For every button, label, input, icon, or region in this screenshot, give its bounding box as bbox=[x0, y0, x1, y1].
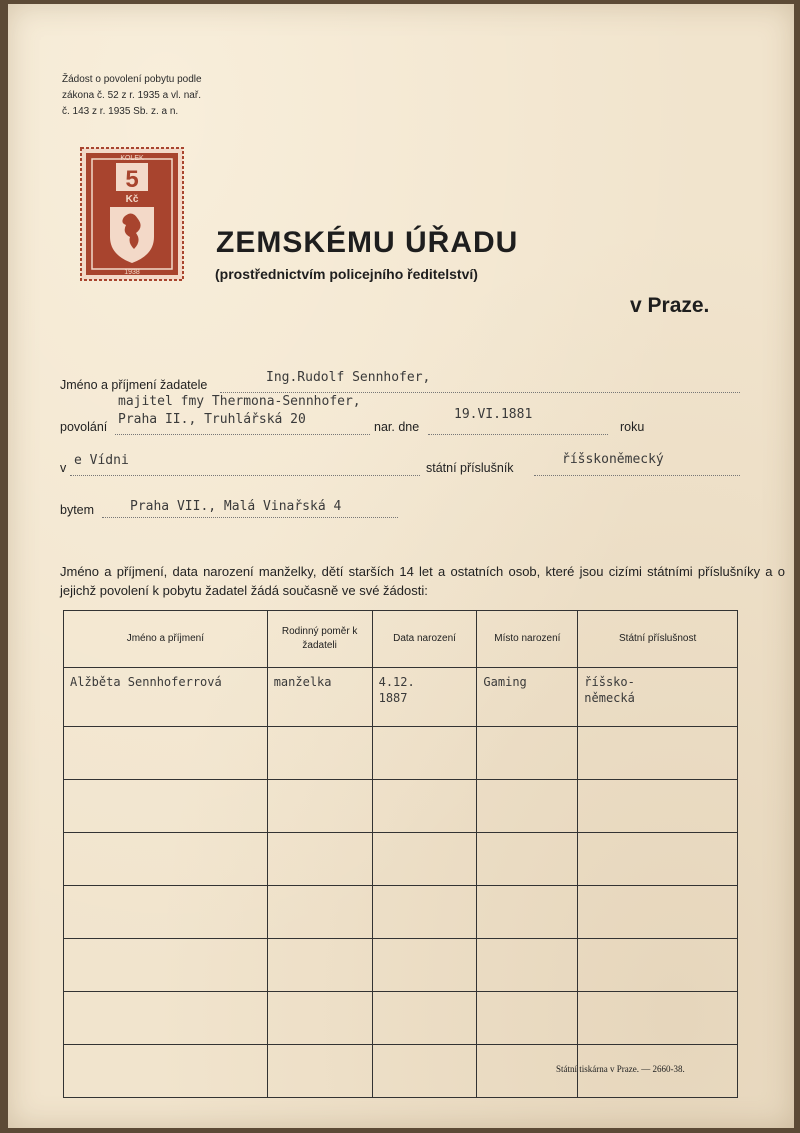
stamp-currency: Kč bbox=[125, 194, 139, 205]
empty-cell[interactable] bbox=[64, 780, 268, 833]
table-row-empty bbox=[64, 780, 738, 833]
empty-cell[interactable] bbox=[578, 886, 738, 939]
table-row-empty bbox=[64, 992, 738, 1045]
cell-name[interactable]: Alžběta Sennhoferrová bbox=[64, 668, 268, 727]
empty-cell[interactable] bbox=[267, 886, 372, 939]
citizenship-line bbox=[534, 475, 740, 476]
occupation-label: povolání bbox=[60, 420, 108, 434]
residence-value[interactable]: Praha VII., Malá Vinařská 4 bbox=[130, 499, 342, 514]
table-row bbox=[64, 668, 738, 727]
header-birthplace: Místo narození bbox=[477, 611, 578, 668]
birthplace-prefix: v bbox=[60, 461, 67, 475]
residence-label: bytem bbox=[60, 503, 95, 517]
cell-citizenship[interactable]: říšsko- německá bbox=[578, 668, 738, 727]
empty-cell[interactable] bbox=[477, 833, 578, 886]
stamp-value: 5 bbox=[125, 166, 139, 193]
empty-cell[interactable] bbox=[372, 1045, 477, 1098]
occupation-line bbox=[115, 434, 370, 435]
cell-relation[interactable]: manželka bbox=[267, 668, 372, 727]
empty-cell[interactable] bbox=[372, 780, 477, 833]
empty-cell[interactable] bbox=[64, 1045, 268, 1098]
header-name: Jméno a příjmení bbox=[64, 611, 268, 668]
empty-cell[interactable] bbox=[64, 939, 268, 992]
legal-line-3: č. 143 z r. 1935 Sb. z. a n. bbox=[62, 106, 179, 117]
table-row-empty bbox=[64, 886, 738, 939]
table-body bbox=[64, 668, 738, 1098]
empty-cell[interactable] bbox=[64, 886, 268, 939]
printer-footer: Státní tiskárna v Praze. — 2660-38. bbox=[556, 1064, 685, 1074]
empty-cell[interactable] bbox=[477, 727, 578, 780]
occupation-value-line1[interactable]: majitel fmy Thermona-Sennhofer, bbox=[118, 394, 361, 409]
table-header-row bbox=[64, 611, 738, 668]
citizenship-label: státní příslušník bbox=[426, 461, 514, 475]
birthplace-line bbox=[70, 475, 420, 476]
cell-birthplace[interactable]: Gaming bbox=[477, 668, 578, 727]
empty-cell[interactable] bbox=[372, 727, 477, 780]
header-relation: Rodinný poměr k žadateli bbox=[267, 611, 372, 668]
name-value[interactable]: Ing.Rudolf Sennhofer, bbox=[266, 370, 431, 385]
table-row-empty bbox=[64, 939, 738, 992]
legal-line-2: zákona č. 52 z r. 1935 a vl. nař. bbox=[62, 90, 201, 101]
empty-cell[interactable] bbox=[267, 780, 372, 833]
empty-cell[interactable] bbox=[578, 780, 738, 833]
empty-cell[interactable] bbox=[267, 939, 372, 992]
birth-date-value[interactable]: 19.VI.1881 bbox=[454, 407, 533, 422]
name-label: Jméno a příjmení žadatele bbox=[60, 378, 208, 392]
stamp-year: 1938 bbox=[124, 269, 140, 276]
place-title: v Praze. bbox=[630, 294, 710, 317]
birth-date-line bbox=[428, 434, 608, 435]
empty-cell[interactable] bbox=[267, 1045, 372, 1098]
year-label: roku bbox=[620, 420, 645, 434]
empty-cell[interactable] bbox=[64, 833, 268, 886]
empty-cell[interactable] bbox=[477, 780, 578, 833]
empty-cell[interactable] bbox=[267, 992, 372, 1045]
empty-cell[interactable] bbox=[372, 939, 477, 992]
citizenship-value[interactable]: říšskoněmecký bbox=[562, 452, 664, 467]
empty-cell[interactable] bbox=[578, 833, 738, 886]
family-members-instruction: Jméno a příjmení, data narození manželky, dětí starších 14 let a ostatních osob, které jsou cizími státními příslušníky a o jejichž povolení k pobytu žadatel žádá současně ve své žádosti: bbox=[60, 564, 785, 598]
birth-date-label: nar. dne bbox=[374, 420, 420, 434]
empty-cell[interactable] bbox=[372, 833, 477, 886]
empty-cell[interactable] bbox=[372, 992, 477, 1045]
header-citizenship: Státní příslušnost bbox=[578, 611, 738, 668]
document-page bbox=[8, 4, 794, 1128]
table-row-empty bbox=[64, 727, 738, 780]
empty-cell[interactable] bbox=[477, 886, 578, 939]
legal-line-1: Žádost o povolení pobytu podle bbox=[62, 74, 202, 85]
residence-line bbox=[102, 517, 398, 518]
authority-heading: ZEMSKÉMU ÚŘADU bbox=[216, 226, 519, 259]
empty-cell[interactable] bbox=[372, 886, 477, 939]
table-row-empty bbox=[64, 833, 738, 886]
empty-cell[interactable] bbox=[477, 992, 578, 1045]
legal-reference bbox=[62, 72, 262, 120]
empty-cell[interactable] bbox=[267, 727, 372, 780]
empty-cell[interactable] bbox=[64, 992, 268, 1045]
birthplace-value[interactable]: e Vídni bbox=[74, 453, 129, 468]
revenue-stamp bbox=[80, 147, 184, 281]
family-members-table bbox=[63, 610, 738, 1098]
empty-cell[interactable] bbox=[578, 939, 738, 992]
cell-birth-date[interactable]: 4.12. 1887 bbox=[372, 668, 477, 727]
empty-cell[interactable] bbox=[477, 939, 578, 992]
empty-cell[interactable] bbox=[64, 727, 268, 780]
empty-cell[interactable] bbox=[578, 992, 738, 1045]
header-birth-date: Data narození bbox=[372, 611, 477, 668]
occupation-value-line2[interactable]: Praha II., Truhlářská 20 bbox=[118, 412, 306, 427]
authority-subheading: (prostřednictvím policejního ředitelství) bbox=[215, 266, 478, 282]
stamp-top-text: KOLEK bbox=[120, 155, 144, 162]
name-line bbox=[220, 392, 740, 393]
empty-cell[interactable] bbox=[578, 727, 738, 780]
empty-cell[interactable] bbox=[267, 833, 372, 886]
